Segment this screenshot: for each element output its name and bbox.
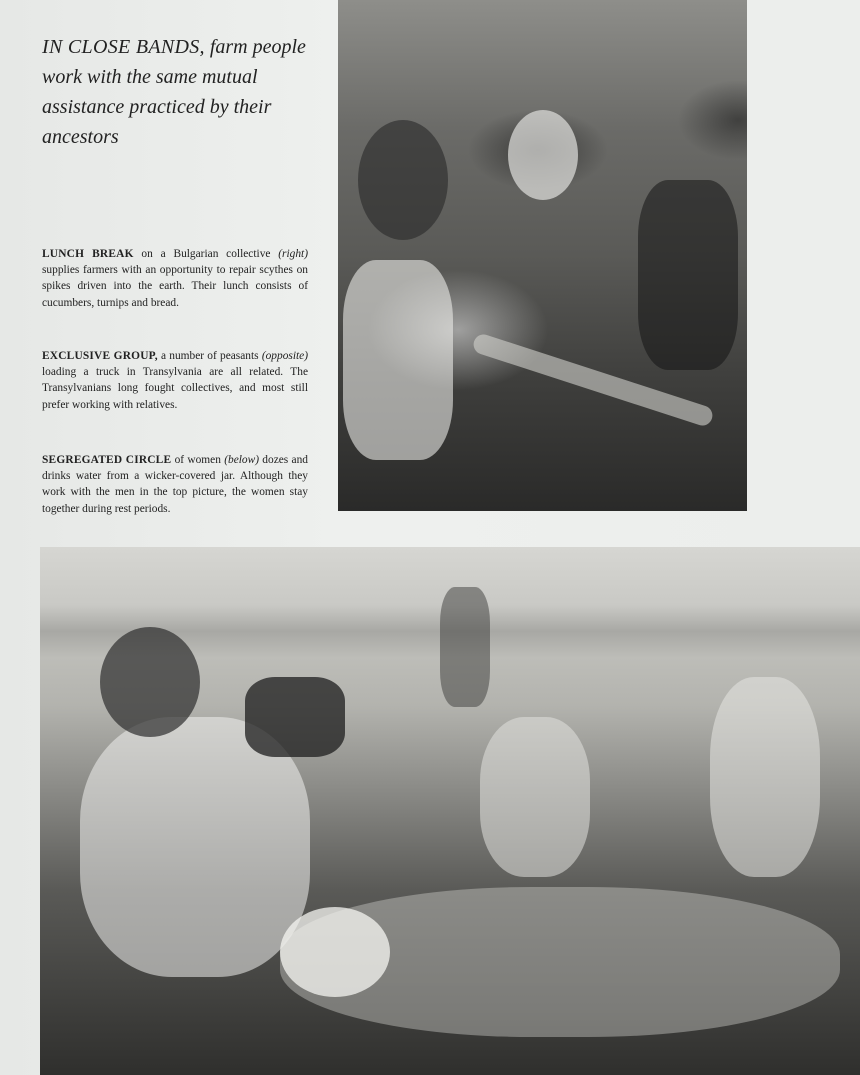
photo-figure [343,260,453,460]
caption-lead: EXCLUSIVE GROUP, [42,350,158,362]
photo-figure [638,180,738,370]
photo-headscarf [280,907,390,997]
headline-rest: farm people work with the same mutual assistance practiced by their ancestors [42,36,306,148]
caption-text: on a Bulgarian collective [133,248,279,260]
caption-lead: LUNCH BREAK [42,248,134,260]
caption-text: dozes and drinks water from a wicker-covered jar. Although they work with the men in the top picture, the women stay together during rest periods. [42,454,308,515]
caption-text: supplies farmers with an opportunity to repair scythes on spikes driven into the earth. Their lunch consists of cucumbers, turnips and bread. [42,264,308,309]
caption-text: a number of peasants [157,350,262,362]
caption-text: of women [171,454,225,466]
headline [42,32,322,152]
photo-figure [100,627,200,737]
caption-text: loading a truck in Transylvania are all related. The Transylvanians long fought collectives, and most still prefer working with relatives. [42,366,308,411]
caption-segregated-circle [42,452,308,517]
photo-farmers-lunch-break [338,0,747,511]
photo-figure [480,717,590,877]
photo-figure [440,587,490,707]
photo-women-resting [40,547,860,1075]
photo-figure [710,677,820,877]
photo-figure [358,120,448,240]
caption-ref: (below) [224,454,259,466]
caption-ref: (opposite) [261,350,308,362]
caption-lunch-break [42,246,308,311]
caption-exclusive-group [42,348,308,413]
headline-lead: IN CLOSE BANDS, [42,36,205,58]
photo-figure [508,110,578,200]
photo-jar [245,677,345,757]
caption-ref: (right) [278,248,308,260]
caption-lead: SEGREGATED CIRCLE [42,454,172,466]
